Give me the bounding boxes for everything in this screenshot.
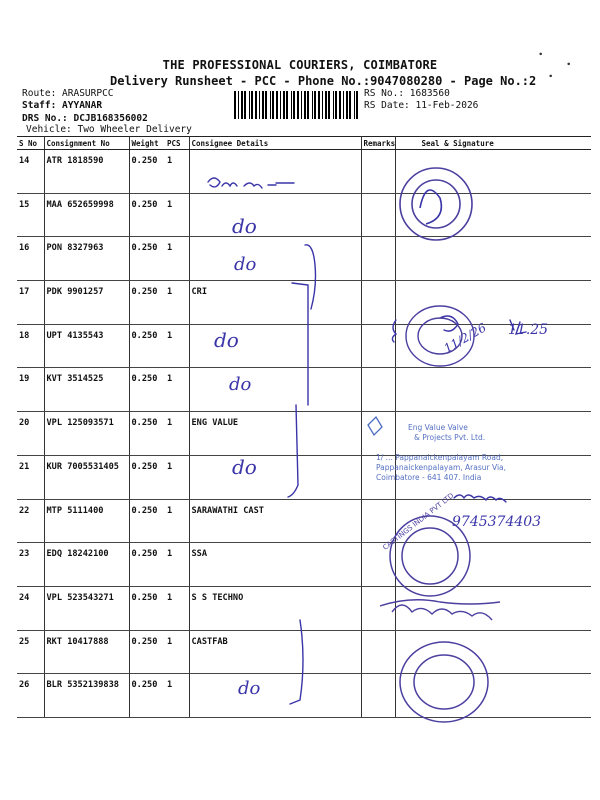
runsheet-title: Delivery Runsheet - PCC - Phone No.:9047080280 - Page No.:2 xyxy=(110,74,537,88)
table-row xyxy=(17,586,591,630)
drs-number: DRS No.: DCJB168356002 xyxy=(22,113,148,124)
cell-pcs: 1 xyxy=(165,630,189,674)
svg-text:Eng Value Valve: Eng Value Valve xyxy=(408,423,468,432)
cell-weight: 0.250 xyxy=(129,193,165,237)
cell-sno: 24 xyxy=(17,586,44,630)
cell-consignee: CASTFAB xyxy=(189,630,361,674)
table-row xyxy=(17,324,591,368)
table-row xyxy=(17,412,591,456)
table-row xyxy=(17,674,591,718)
cell-seal xyxy=(395,237,591,281)
cell-pcs: 1 xyxy=(165,324,189,368)
rs-number: RS No.: 1683560 xyxy=(364,88,450,99)
cell-weight: 0.250 xyxy=(129,586,165,630)
cell-consignment: PDK 9901257 xyxy=(44,281,129,325)
cell-pcs: 1 xyxy=(165,193,189,237)
cell-seal xyxy=(395,368,591,412)
cell-pcs: 1 xyxy=(165,499,189,543)
table-header-row xyxy=(17,137,591,150)
cell-remarks xyxy=(361,674,395,718)
col-consignee: Consignee Details xyxy=(189,137,361,150)
cell-consignment: MAA 652659998 xyxy=(44,193,129,237)
cell-pcs: 1 xyxy=(165,368,189,412)
delivery-table xyxy=(17,136,591,718)
table-row xyxy=(17,630,591,674)
cell-consignee: CRI xyxy=(189,281,361,325)
cell-seal xyxy=(395,674,591,718)
handwritten-do: do xyxy=(234,254,257,275)
cell-remarks xyxy=(361,368,395,412)
cell-sno: 18 xyxy=(17,324,44,368)
cell-consignee: ENG VALUE xyxy=(189,412,361,456)
cell-sno: 22 xyxy=(17,499,44,543)
table-row xyxy=(17,368,591,412)
cell-remarks xyxy=(361,499,395,543)
cell-seal xyxy=(395,455,591,499)
cell-consignment: VPL 523543271 xyxy=(44,586,129,630)
cell-remarks xyxy=(361,150,395,194)
cell-consignment: ATR 1818590 xyxy=(44,150,129,194)
cell-pcs: 1 xyxy=(165,543,189,587)
col-remarks: Remarks xyxy=(361,137,395,150)
cell-seal xyxy=(395,412,591,456)
cell-seal xyxy=(395,630,591,674)
staff-label: Staff: AYYANAR xyxy=(22,100,103,111)
cell-weight: 0.250 xyxy=(129,543,165,587)
cell-sno: 14 xyxy=(17,150,44,194)
route-label: Route: ARASURPCC xyxy=(22,88,114,99)
cell-pcs: 1 xyxy=(165,237,189,281)
cell-consignee xyxy=(189,193,361,237)
cell-sno: 15 xyxy=(17,193,44,237)
company-title: THE PROFESSIONAL COURIERS, COIMBATORE xyxy=(162,58,438,72)
cell-weight: 0.250 xyxy=(129,455,165,499)
svg-text:1/ ... Pappanaickenpalayam Roa: 1/ ... Pappanaickenpalayam Road, xyxy=(376,453,504,462)
col-consignment: Consignment No xyxy=(44,137,129,150)
col-weight: Weight xyxy=(129,137,165,150)
table-row xyxy=(17,543,591,587)
cell-consignment: UPT 4135543 xyxy=(44,324,129,368)
handwritten-do: do xyxy=(238,678,261,699)
cell-pcs: 1 xyxy=(165,674,189,718)
col-seal: Seal & Signature xyxy=(395,137,591,150)
cell-remarks xyxy=(361,586,395,630)
cell-consignee: SSA xyxy=(189,543,361,587)
cell-remarks xyxy=(361,630,395,674)
vehicle-label: Vehicle: Two Wheeler Delivery xyxy=(26,124,192,135)
cell-consignment: MTP 5111400 xyxy=(44,499,129,543)
cell-consignee xyxy=(189,237,361,281)
cell-weight: 0.250 xyxy=(129,368,165,412)
cell-remarks xyxy=(361,324,395,368)
cell-remarks xyxy=(361,455,395,499)
cell-consignment: PON 8327963 xyxy=(44,237,129,281)
table-row xyxy=(17,281,591,325)
cell-consignment: BLR 5352139838 xyxy=(44,674,129,718)
cell-seal xyxy=(395,150,591,194)
cell-seal xyxy=(395,324,591,368)
handwritten-do: do xyxy=(214,328,239,352)
cell-pcs: 1 xyxy=(165,150,189,194)
barcode-image xyxy=(234,91,360,119)
cell-pcs: 1 xyxy=(165,586,189,630)
cell-consignee: SARAWATHI CAST xyxy=(189,499,361,543)
cell-sno: 19 xyxy=(17,368,44,412)
cell-consignment: EDQ 18242100 xyxy=(44,543,129,587)
cell-weight: 0.250 xyxy=(129,324,165,368)
handwritten-do: do xyxy=(232,455,257,479)
cell-seal xyxy=(395,586,591,630)
cell-seal xyxy=(395,193,591,237)
cell-pcs: 1 xyxy=(165,412,189,456)
rs-date: RS Date: 11-Feb-2026 xyxy=(364,100,479,111)
cell-weight: 0.250 xyxy=(129,237,165,281)
cell-weight: 0.250 xyxy=(129,499,165,543)
cell-sno: 25 xyxy=(17,630,44,674)
cell-weight: 0.250 xyxy=(129,630,165,674)
cell-remarks xyxy=(361,543,395,587)
cell-consignment: KVT 3514525 xyxy=(44,368,129,412)
cell-sno: 23 xyxy=(17,543,44,587)
cell-seal xyxy=(395,499,591,543)
ssa-stamp-ring-text: CASTINGS INDIA PVT LTD xyxy=(381,491,456,552)
table-row xyxy=(17,455,591,499)
handwritten-time: 11.25 xyxy=(508,322,549,338)
cell-sno: 21 xyxy=(17,455,44,499)
cell-remarks xyxy=(361,412,395,456)
cell-remarks xyxy=(361,281,395,325)
svg-text:Coimbatore - 641 407. India: Coimbatore - 641 407. India xyxy=(376,473,482,482)
cell-consignee: S S TECHNO xyxy=(189,586,361,630)
cell-consignment: KUR 7005531405 xyxy=(44,455,129,499)
handwritten-do: do xyxy=(232,214,257,238)
table-row xyxy=(17,150,591,194)
svg-text:Pappanaickenpalayam, Arasur Vi: Pappanaickenpalayam, Arasur Via, xyxy=(376,463,507,472)
col-pcs: PCS xyxy=(165,137,189,150)
cell-consignment: VPL 125093571 xyxy=(44,412,129,456)
cell-seal xyxy=(395,281,591,325)
cell-pcs: 1 xyxy=(165,281,189,325)
cell-remarks xyxy=(361,237,395,281)
handwritten-do: do xyxy=(229,374,252,395)
cell-weight: 0.250 xyxy=(129,150,165,194)
table-row xyxy=(17,499,591,543)
cell-consignment: RKT 10417888 xyxy=(44,630,129,674)
table-row xyxy=(17,237,591,281)
cell-sno: 16 xyxy=(17,237,44,281)
cell-pcs: 1 xyxy=(165,455,189,499)
handwritten-date: 11/2/26 xyxy=(441,320,489,356)
cell-consignee xyxy=(189,368,361,412)
cell-weight: 0.250 xyxy=(129,281,165,325)
cell-sno: 20 xyxy=(17,412,44,456)
cell-consignee xyxy=(189,674,361,718)
table-row xyxy=(17,193,591,237)
cell-consignee xyxy=(189,324,361,368)
cell-weight: 0.250 xyxy=(129,412,165,456)
cell-remarks xyxy=(361,193,395,237)
svg-text:& Projects Pvt. Ltd.: & Projects Pvt. Ltd. xyxy=(414,433,486,442)
cell-consignee xyxy=(189,455,361,499)
cell-weight: 0.250 xyxy=(129,674,165,718)
handwritten-phone: 9745374403 xyxy=(452,514,542,530)
cell-seal xyxy=(395,543,591,587)
cell-consignee xyxy=(189,150,361,194)
cell-sno: 26 xyxy=(17,674,44,718)
cell-sno: 17 xyxy=(17,281,44,325)
col-sno: S No xyxy=(17,137,44,150)
